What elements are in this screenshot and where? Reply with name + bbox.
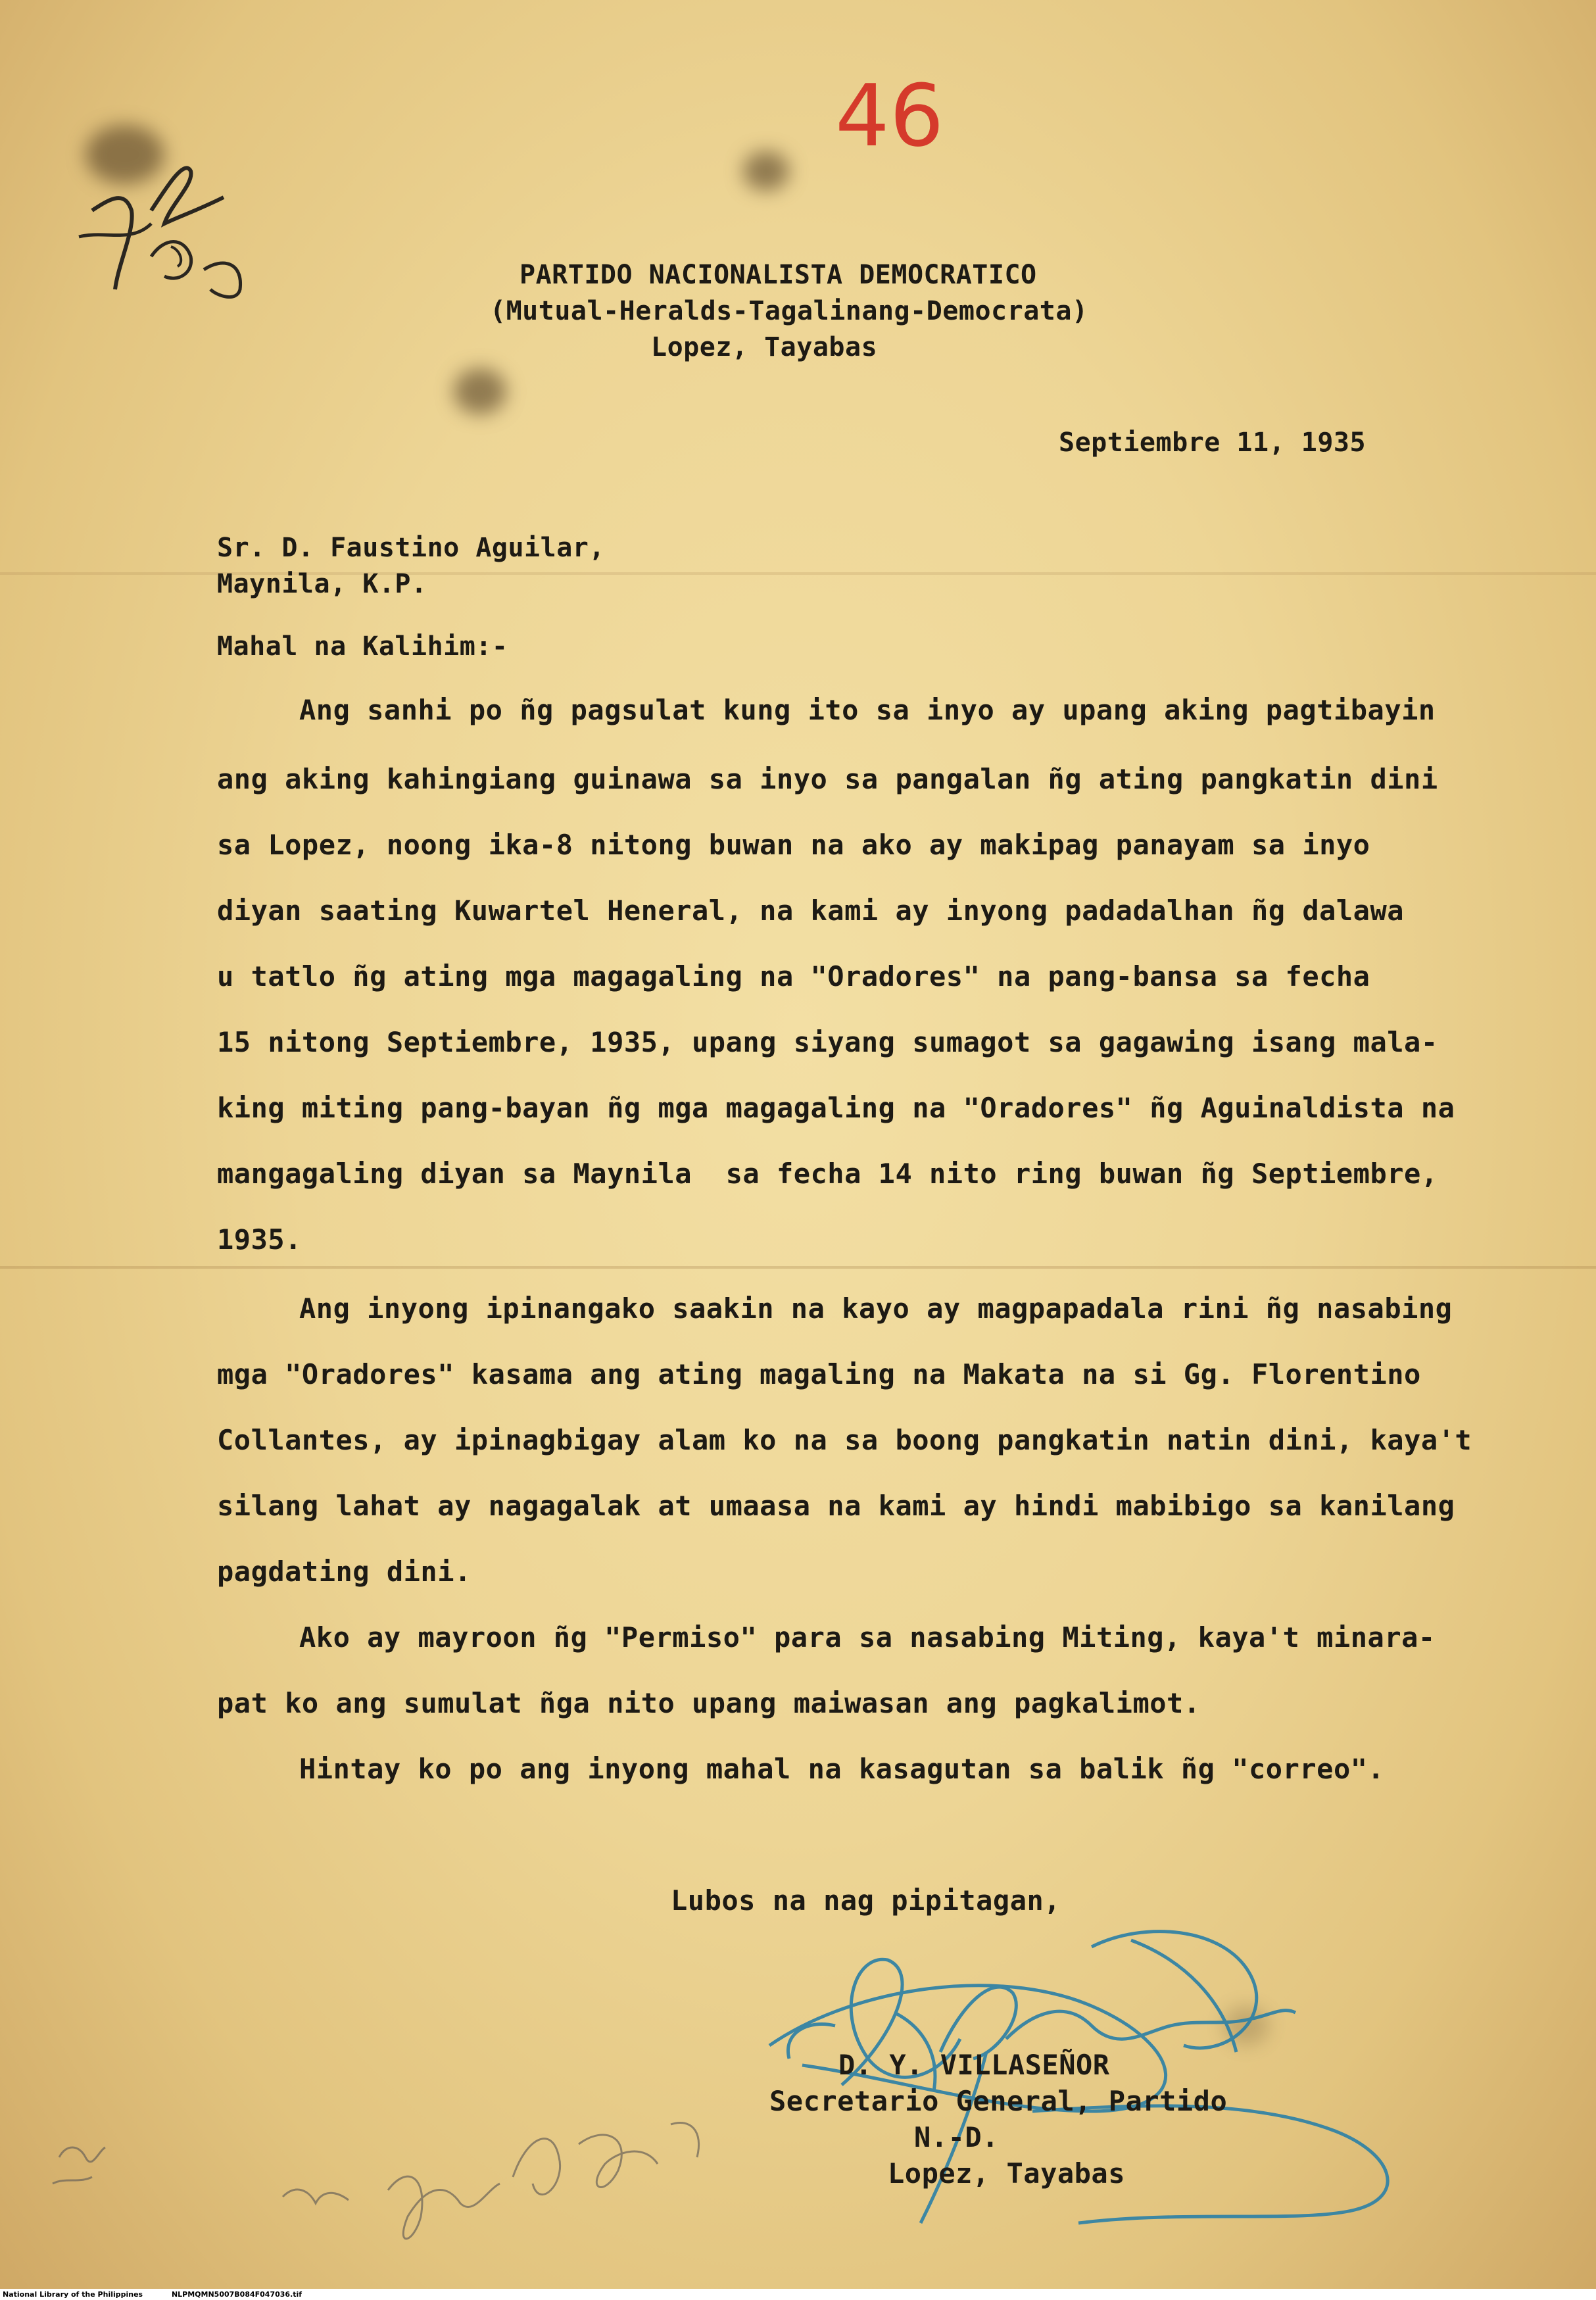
body-line: pat ko ang sumulat ñga nito upang maiwasan ang pagkalimot. (217, 1687, 1201, 1719)
body-line: ang aking kahingiang guinawa sa inyo sa pangalan ñg ating pangkatin dini (217, 763, 1438, 795)
archive-footer (0, 2289, 1596, 2300)
body-line: Ang inyong ipinangako saakin na kayo ay magpapadala rini ñg nasabing (299, 1292, 1453, 1325)
letterhead-place: Lopez, Tayabas (651, 332, 878, 362)
body-line: Ako ay mayroon ñg "Permiso" para sa nasabing Miting, kaya't minara- (299, 1621, 1436, 1653)
signatory-party: N.-D. (914, 2121, 999, 2153)
recipient-name: Sr. D. Faustino Aguilar, (217, 533, 605, 563)
body-line: Hintay ko po ang inyong mahal na kasagutan sa balik ñg "correo". (299, 1753, 1385, 1785)
footer-library: National Library of the Philippines (3, 2290, 143, 2299)
body-line: Collantes, ay ipinagbigay alam ko na sa boong pangkatin natin dini, kaya't (217, 1424, 1472, 1456)
signatory-title: Secretario General, Partido (769, 2085, 1228, 2117)
closing: Lubos na nag pipitagan, (671, 1884, 1061, 1917)
fold-line (0, 1266, 1596, 1269)
page-number: 46 (835, 66, 944, 166)
body-line: sa Lopez, noong ika-8 nitong buwan na ako ay makipag panayam sa inyo (217, 829, 1370, 861)
body-line: Ang sanhi po ñg pagsulat kung ito sa inyo ay upang aking pagtibayin (299, 694, 1436, 726)
body-line: king miting pang-bayan ñg mga magagaling na "Oradores" ñg Aguinaldista na (217, 1092, 1455, 1124)
body-line: 15 nitong Septiembre, 1935, upang siyang sumagot sa gagawing isang mala- (217, 1026, 1438, 1058)
body-line: pagdating dini. (217, 1555, 472, 1588)
letter-date: Septiembre 11, 1935 (1059, 428, 1366, 458)
body-line: mangagaling diyan sa Maynila sa fecha 14 nito ring buwan ñg Septiembre, (217, 1158, 1438, 1190)
body-line: silang lahat ay nagagalak at umaasa na kami ay hindi mabibigo sa kanilang (217, 1490, 1455, 1522)
signatory-name: D. Y. VILLASEÑOR (838, 2049, 1110, 2081)
letterhead-subtitle: (Mutual-Heralds-Tagalinang-Democrata) (490, 296, 1088, 326)
handwritten-initials-top-left (53, 132, 263, 316)
body-line: 1935. (217, 1223, 302, 1256)
body-line: u tatlo ñg ating mga magagaling na "Oradores" na pang-bansa sa fecha (217, 960, 1370, 992)
recipient-city: Maynila, K.P. (217, 569, 427, 599)
pencil-scribble-bottom (39, 2085, 730, 2282)
stain (454, 368, 506, 414)
stain (743, 151, 789, 191)
signatory-place: Lopez, Tayabas (888, 2157, 1126, 2190)
body-line: diyan saating Kuwartel Heneral, na kami ay inyong padadalhan ñg dalawa (217, 894, 1405, 927)
body-line: mga "Oradores" kasama ang ating magaling na Makata na si Gg. Florentino (217, 1358, 1421, 1390)
footer-filename: NLPMQMN5007B084F047036.tif (171, 2290, 302, 2299)
letterhead-org: PARTIDO NACIONALISTA DEMOCRATICO (520, 260, 1037, 290)
salutation: Mahal na Kalihim:- (217, 631, 508, 662)
